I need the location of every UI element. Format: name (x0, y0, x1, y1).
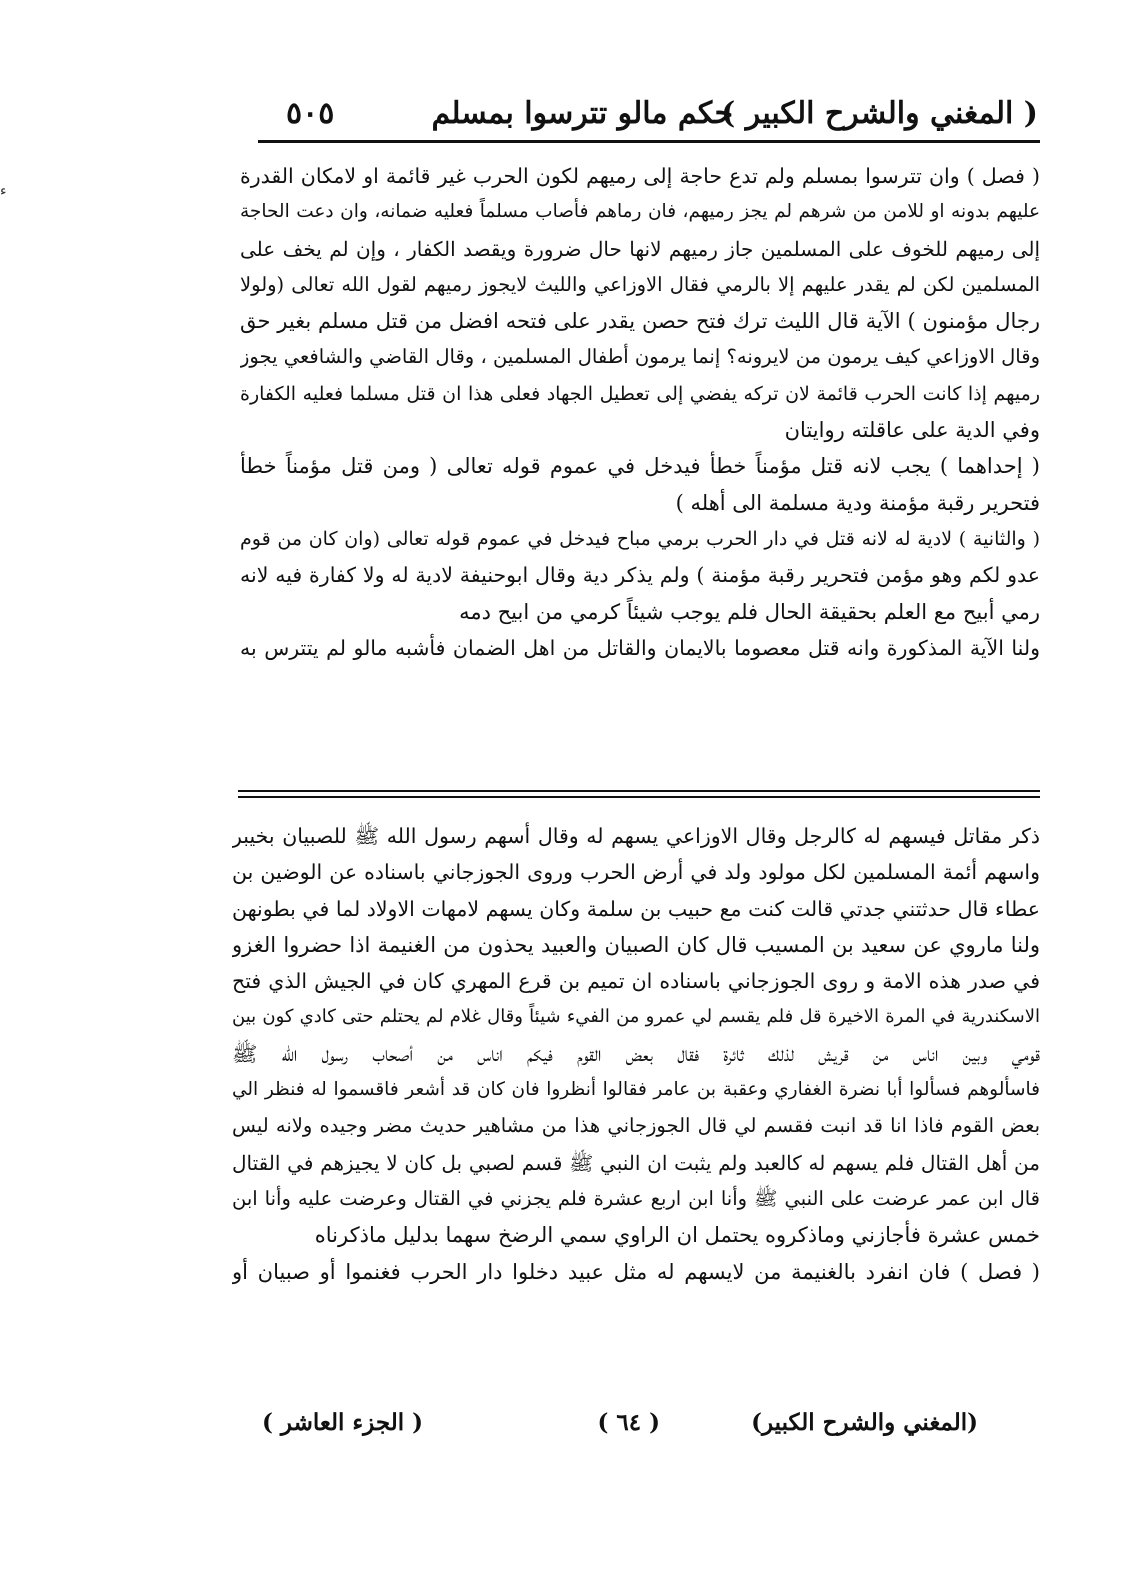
text-line: واسهم أئمة المسلمين لكل مولود ولد في أرض الحرب وروى الجوزجاني باسناده عن الوضين بن (232, 860, 1040, 885)
text-line: وقال الاوزاعي كيف يرمون من لايرونه؟ إنما يرمون أطفال المسلمين ، وقال القاضي والشافعي يجوز (240, 345, 1040, 369)
text-line: عطاء قال حدثتني جدتي قالت كنت مع حبيب بن سلمة وكان يسهم لامهات الاولاد لما في بطونهن (232, 896, 1040, 921)
footer-book-title: (المغني والشرح الكبير) (751, 1409, 978, 1436)
text-line: بعض القوم فاذا انا قد انبت فقسم لي قال الجوزجاني هذا من مشاهير حديث مضر وجيده ولانه ليس (232, 1114, 1040, 1138)
text-line: عليهم بدونه او للامن من شرهم لم يجز رميهم، فان رماهم فأصاب مسلماً فعليه ضمانه، وان دعت الحاجة (240, 201, 1040, 223)
text-line: ( فصل ) وان تترسوا بمسلم ولم تدع حاجة إلى رميهم لكون الحرب غير قائمة او لامكان القدرة (240, 164, 1040, 188)
text-line: الاسكندرية في المرة الاخيرة قل فلم يقسم لي عمرو من الفيء شيئاً وقال غلام لم يحتلم حتى كادي كون بين (232, 1006, 1040, 1028)
text-line: قال ابن عمر عرضت على النبي ﷺ وأنا ابن اربع عشرة فلم يجزني في القتال وعرضت عليه وأنا ابن (232, 1186, 1040, 1210)
text-line: ( والثانية ) لادية له لانه قتل في دار الحرب برمي مباح فيدخل في عموم قوله تعالى (وان كان من قوم (240, 527, 1040, 550)
text-line: خمس عشرة فأجازني وماذكروه يحتمل ان الراوي سمي الرضخ سهما بدليل ماذكرناه (314, 1223, 1040, 1248)
footer-volume: ( الجزء العاشر ) (262, 1409, 423, 1436)
text-line: فتحرير رقبة مؤمنة ودية مسلمة الى أهله ) (675, 490, 1040, 515)
text-line: المسلمين لكن لم يقدر عليهم إلا بالرمي فقال الاوزاعي والليث لايجوز رميهم لقول الله تعالى (ولولا (240, 272, 1040, 296)
header-page-number: ٥٠٥ (286, 96, 335, 131)
text-line: فاسألوهم فسألوا أبا نضرة الغفاري وعقبة بن عامر فقالوا أنظروا فان كان قد أشعر فاقسموا له فنظر الي (232, 1079, 1040, 1101)
page-footer (262, 1405, 978, 1445)
footer-sheet-number: ( ٦٤ ) (597, 1409, 660, 1436)
text-line: عدو لكم وهو مؤمن فتحرير رقبة مؤمنة ) ولم يذكر دية وقال ابوحنيفة لادية له ولا كفارة فيه لانه (240, 563, 1040, 588)
text-line: إلى رميهم للخوف على المسلمين جاز رميهم لانها حال ضرورة ويقصد الكفار ، وإن لم يخف على (240, 236, 1040, 261)
text-line: ذكر مقاتل فيسهم له كالرجل وقال الاوزاعي يسهم له وقال أسهم رسول الله ﷺ للصبيان بخيبر (232, 824, 1040, 848)
text-line: رمي أبيح مع العلم بحقيقة الحال فلم يوجب شيئاً كرمي من ابيح دمه (459, 599, 1040, 624)
text-line: وفي الدية على عاقلته روايتان (784, 418, 1040, 443)
main-text (240, 158, 1040, 666)
margin-mark: ء (0, 183, 7, 199)
text-line: من أهل القتال فلم يسهم له كالعبد ولم يثبت ان النبي ﷺ قسم لصبي بل كان لا يجيزهم في القتال (232, 1150, 1040, 1175)
text-line: ولنا ماروي عن سعيد بن المسيب قال كان الصبيان والعبيد يحذون من الغنيمة اذا حضروا الغزو (232, 932, 1040, 957)
commentary-text (232, 818, 1040, 1290)
text-line: رميهم إذا كانت الحرب قائمة لان تركه يفضي إلى تعطيل الجهاد فعلى هذا ان قتل مسلما فعليه الكفارة (240, 382, 1040, 405)
text-line: ولنا الآية المذكورة وانه قتل معصوما بالايمان والقاتل من اهل الضمان فأشبه مالو لم يتترس به (240, 635, 1040, 660)
section-divider-top (238, 790, 1040, 792)
text-line: رجال مؤمنون ) الآية قال الليث ترك فتح حصن يقدر على فتحه افضل من قتل مسلم بغير حق (240, 309, 1040, 334)
section-divider-bottom (238, 796, 1040, 798)
text-line: في صدر هذه الامة و روى الجوزجاني باسناده ان تميم بن قرع المهري كان في الجيش الذي فتح (232, 969, 1040, 994)
text-line: قومي وبين اناس من قريش لذلك ثائرة فقال بعض القوم فيكم اناس من أصحاب رسول الله ﷺ (232, 1041, 1040, 1066)
header-topic: حكم مالو تترسوا بمسلم (431, 96, 733, 131)
text-line: ( فصل ) فان انفرد بالغنيمة من لايسهم له مثل عبيد دخلوا دار الحرب فغنموا أو صبيان أو (232, 1259, 1040, 1284)
running-header (258, 92, 1038, 142)
text-line: ( إحداهما ) يجب لانه قتل مؤمناً خطأ فيدخل في عموم قوله تعالى ( ومن قتل مؤمناً خطأ (240, 454, 1040, 479)
header-book-title: ( المغني والشرح الكبير ) (721, 96, 1038, 131)
header-rule (258, 140, 1040, 143)
